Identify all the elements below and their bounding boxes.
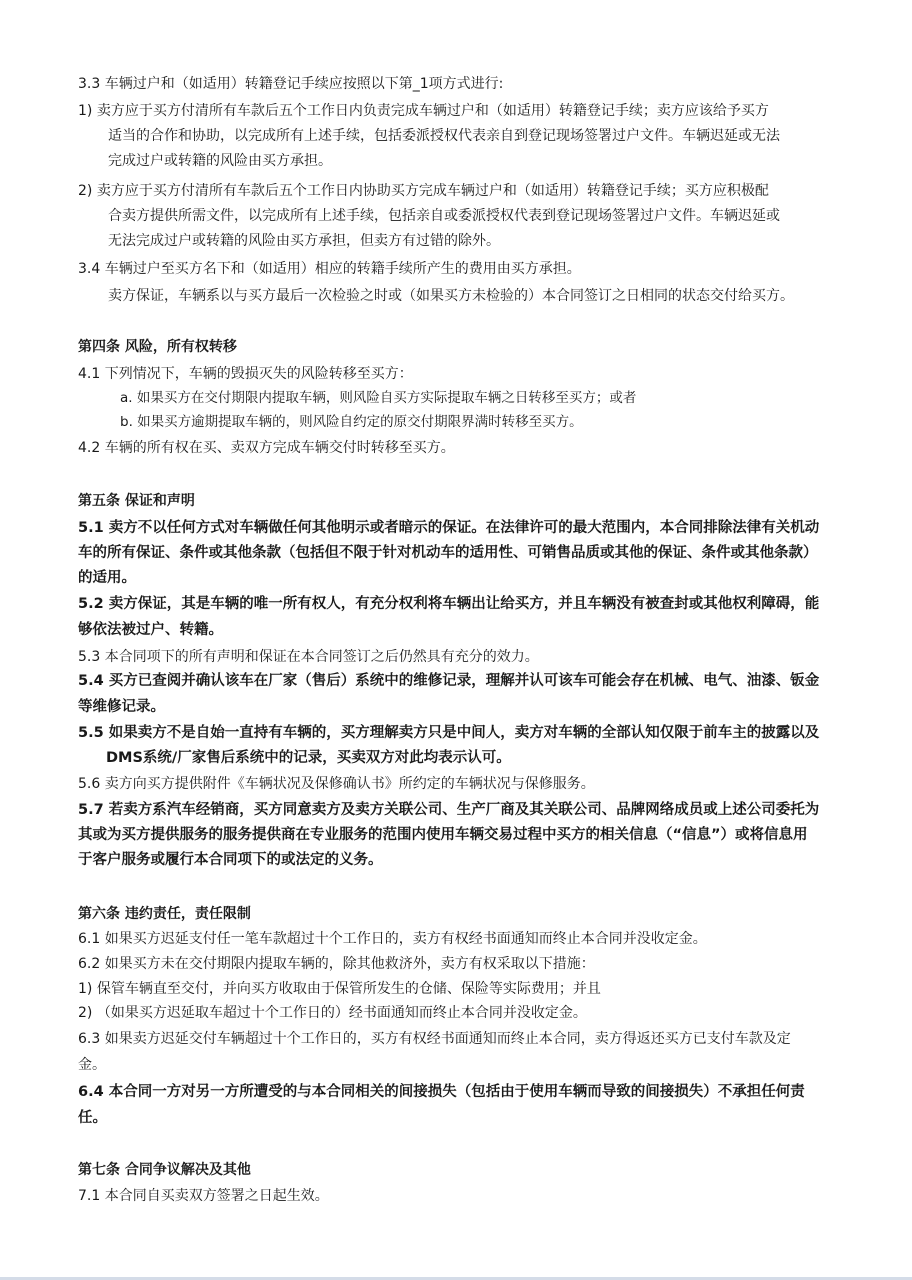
section-heading-6: 第六条 违约责任，责任限制 [78, 906, 251, 922]
clause-6-2: 6.2 如果买方未在交付期限内提取车辆的，除其他救济外，卖方有权采取以下措施： [78, 956, 595, 972]
clause-3-3: 3.3 车辆过户和（如适用）转籍登记手续应按照以下第_1项方式进行: [78, 76, 504, 92]
clause-6-4-cont: 任。 [78, 1110, 107, 1126]
clause-3-3-item-2-cont: 合卖方提供所需文件，以完成所有上述手续，包括亲自或委派授权代表到登记现场签署过户文件。车辆迟延或 [108, 208, 780, 224]
clause-7-1: 7.1 本合同自买卖双方签署之日起生效。 [78, 1188, 329, 1204]
clause-3-3-item-1-cont: 完成过户或转籍的风险由买方承担。 [108, 153, 332, 169]
clause-6-4: 6.4 本合同一方对另一方所遭受的与本合同相关的间接损失（包括由于使用车辆而导致的间接损失）不承担任何责 [78, 1084, 805, 1100]
clause-4-1: 4.1 下列情况下，车辆的毁损灭失的风险转移至买方： [78, 366, 413, 382]
clause-6-2-item-1: 1) 保管车辆直至交付，并向买方收取由于保管所发生的仓储、保险等实际费用；并且 [78, 981, 601, 997]
clause-5-7-cont: 其或为买方提供服务的服务提供商在专业服务的范围内使用车辆交易过程中买方的相关信息（“信息”）或将信息用 [78, 827, 808, 843]
section-heading-5: 第五条 保证和声明 [78, 493, 195, 509]
clause-5-4-cont: 等维修记录。 [78, 699, 165, 715]
clause-5-4: 5.4 买方已查阅并确认该车在厂家（售后）系统中的维修记录，理解并认可该车可能会存在机械、电气、油漆、钣金 [78, 673, 820, 689]
clause-5-2: 5.2 卖方保证，其是车辆的唯一所有权人，有充分权利将车辆出让给买方，并且车辆没有被查封或其他权利障碍，能 [78, 596, 820, 612]
clause-6-1: 6.1 如果买方迟延支付任一笔车款超过十个工作日的，卖方有权经书面通知而终止本合同并没收定金。 [78, 931, 707, 947]
clause-4-1-b: b. 如果买方逾期提取车辆的，则风险自约定的原交付期限界满时转移至买方。 [120, 414, 583, 430]
clause-3-3-item-2-cont: 无法完成过户或转籍的风险由买方承担，但卖方有过错的除外。 [108, 233, 500, 249]
clause-4-1-a: a. 如果买方在交付期限内提取车辆，则风险自买方实际提取车辆之日转移至买方；或者 [120, 390, 637, 406]
clause-3-3-item-1-cont: 适当的合作和协助，以完成所有上述手续，包括委派授权代表亲自到登记现场签署过户文件。车辆迟延或无法 [108, 128, 780, 144]
clause-5-2-cont: 够依法被过户、转籍。 [78, 622, 223, 638]
clause-3-4: 3.4 车辆过户至买方名下和（如适用）相应的转籍手续所产生的费用由买方承担。 [78, 261, 581, 277]
section-heading-4: 第四条 风险，所有权转移 [78, 339, 237, 355]
clause-3-3-item-1: 1) 卖方应于买方付清所有车款后五个工作日内负责完成车辆过户和（如适用）转籍登记手续；卖方应该给予买方 [78, 103, 769, 119]
clause-5-6: 5.6 卖方向买方提供附件《车辆状况及保修确认书》所约定的车辆状况与保修服务。 [78, 776, 595, 792]
clause-5-5-cont: DMS系统/厂家售后系统中的记录，买卖双方对此均表示认可。 [106, 750, 511, 766]
clause-4-2: 4.2 车辆的所有权在买、卖双方完成车辆交付时转移至买方。 [78, 440, 455, 456]
clause-3-3-item-2: 2) 卖方应于买方付清所有车款后五个工作日内协助买方完成车辆过户和（如适用）转籍登记手续；买方应积极配 [78, 183, 769, 199]
clause-6-3-cont: 金。 [78, 1057, 106, 1073]
clause-5-1-cont: 车的所有保证、条件或其他条款（包括但不限于针对机动车的适用性、可销售品质或其他的保证、条件或其他条款） [78, 545, 818, 561]
clause-5-1: 5.1 卖方不以任何方式对车辆做任何其他明示或者暗示的保证。在法律许可的最大范围内，本合同排除法律有关机动 [78, 520, 820, 536]
section-heading-7: 第七条 合同争议解决及其他 [78, 1162, 251, 1178]
clause-6-2-item-2: 2) （如果买方迟延取车超过十个工作日的）经书面通知而终止本合同并没收定金。 [78, 1005, 587, 1021]
clause-5-7-cont: 于客户服务或履行本合同项下的或法定的义务。 [78, 852, 383, 868]
clause-6-3: 6.3 如果卖方迟延交付车辆超过十个工作日的，买方有权经书面通知而终止本合同，卖方得返还买方已支付车款及定 [78, 1031, 791, 1047]
clause-5-7: 5.7 若卖方系汽车经销商，买方同意卖方及卖方关联公司、生产厂商及其关联公司、品牌网络成员或上述公司委托为 [78, 802, 820, 818]
clause-5-1-cont: 的适用。 [78, 570, 136, 586]
clause-5-3: 5.3 本合同项下的所有声明和保证在本合同签订之后仍然具有充分的效力。 [78, 649, 539, 665]
clause-5-5: 5.5 如果卖方不是自始一直持有车辆的，买方理解卖方只是中间人，卖方对车辆的全部认知仅限于前车主的披露以及 [78, 725, 820, 741]
clause-3-4-cont: 卖方保证，车辆系以与买方最后一次检验之时或（如果买方未检验的）本合同签订之日相同的状态交付给买方。 [108, 288, 794, 304]
